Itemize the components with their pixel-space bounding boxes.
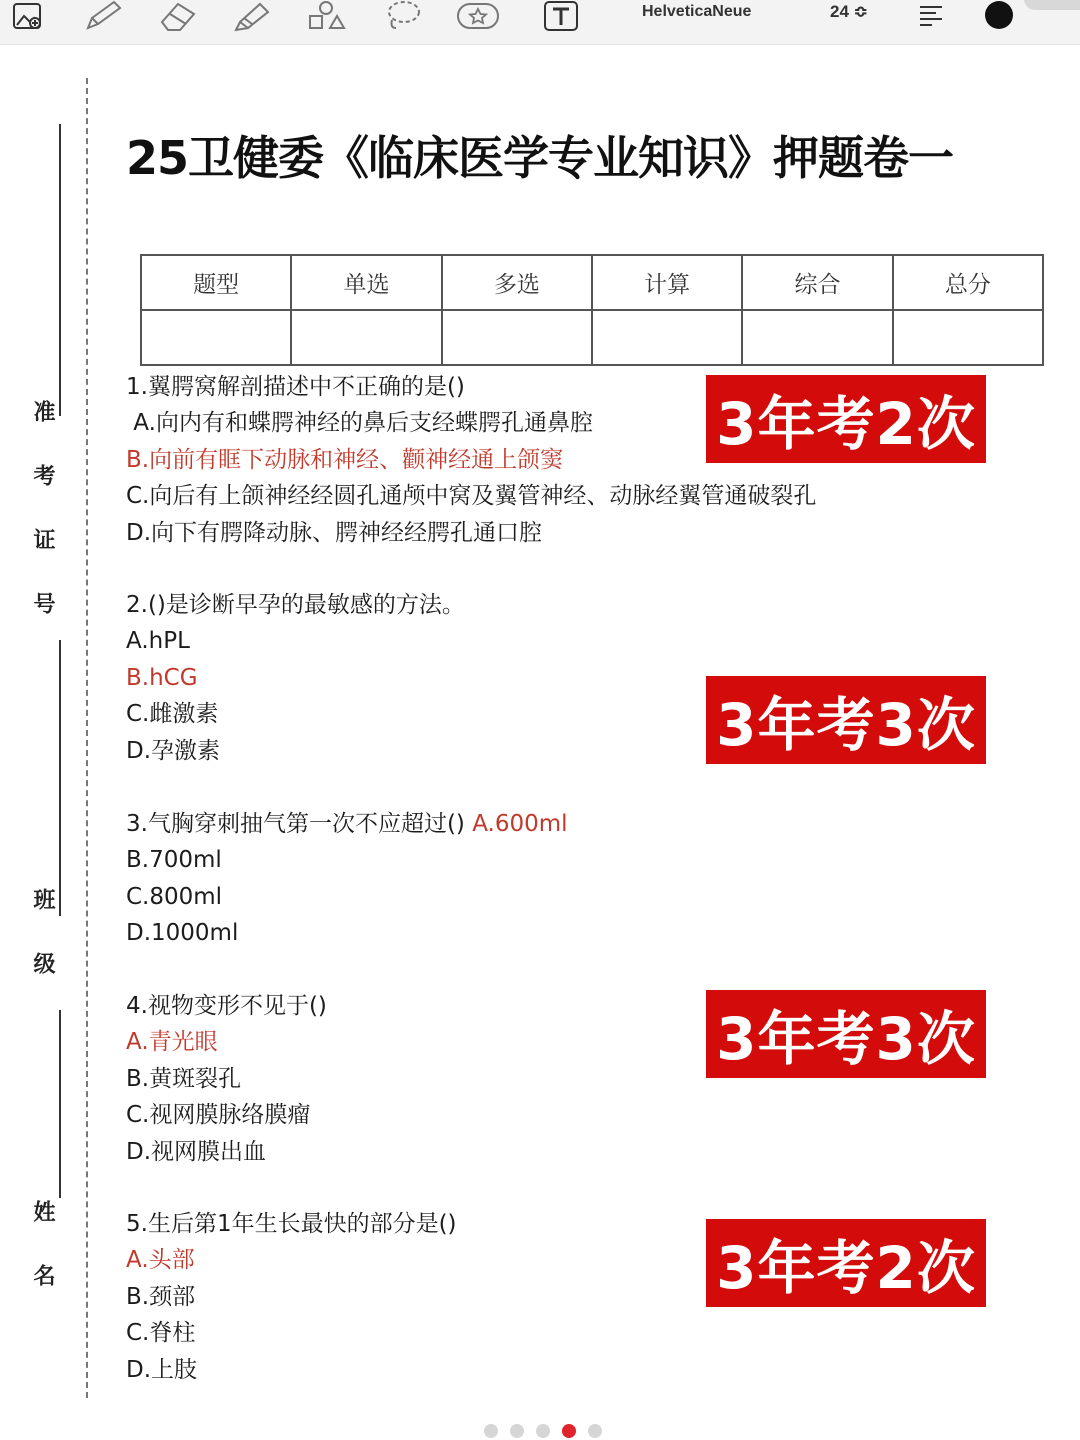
- text-tool-icon[interactable]: [542, 0, 580, 32]
- header-cell: 单选: [291, 255, 441, 310]
- option-a: A.hPL: [126, 628, 190, 655]
- color-picker[interactable]: [985, 1, 1013, 29]
- exam-id-label: 准考证号: [30, 400, 56, 656]
- question-stem: 3.气胸穿刺抽气第一次不应超过(): [126, 811, 465, 837]
- score-table-header-row: [141, 255, 1043, 310]
- score-cell: [893, 310, 1043, 365]
- eraser-icon[interactable]: [156, 0, 200, 32]
- header-cell: 计算: [592, 255, 742, 310]
- name-rule: [59, 1010, 61, 1198]
- header-cell: 题型: [141, 255, 291, 310]
- question-stem: 1.翼腭窝解剖描述中不正确的是(): [126, 374, 465, 400]
- option-b: B.黄斑裂孔: [126, 1065, 242, 1092]
- question-stem: 5.生后第1年生长最快的部分是(): [126, 1211, 457, 1237]
- binding-dashed-line: [86, 78, 88, 1398]
- question-stem-row: [126, 806, 568, 842]
- page-dot[interactable]: [588, 1424, 602, 1438]
- pen-icon[interactable]: [82, 0, 124, 32]
- frequency-badge: 3年考2次: [706, 375, 986, 463]
- header-cell: 综合: [742, 255, 892, 310]
- image-insert-icon[interactable]: [10, 0, 46, 32]
- option-d: D.向下有腭降动脉、腭神经经腭孔通口腔: [126, 519, 543, 546]
- option-b-answer: B.hCG: [126, 664, 198, 691]
- question-4: [126, 988, 327, 1170]
- option-a: A.向内有和蝶腭神经的鼻后支经蝶腭孔通鼻腔: [126, 410, 593, 437]
- question-stem: 2.()是诊断早孕的最敏感的方法。: [126, 592, 465, 618]
- score-cell: [742, 310, 892, 365]
- lasso-icon[interactable]: [382, 0, 424, 32]
- shapes-icon[interactable]: [306, 0, 348, 32]
- option-a-answer: A.头部: [126, 1247, 195, 1274]
- header-cell: 总分: [893, 255, 1043, 310]
- frequency-badge: 3年考2次: [706, 1219, 986, 1307]
- sticker-icon[interactable]: [454, 0, 502, 32]
- page-dot-active[interactable]: [562, 1424, 576, 1438]
- header-cell: 多选: [442, 255, 592, 310]
- score-table-value-row: [141, 310, 1043, 365]
- page-dot[interactable]: [510, 1424, 524, 1438]
- frequency-badge: 3年考3次: [706, 676, 986, 764]
- font-name-selector[interactable]: HelveticaNeue: [642, 3, 752, 20]
- option-a-answer: A.600ml: [472, 811, 568, 837]
- page-title: 25卫健委《临床医学专业知识》押题卷一: [126, 131, 954, 185]
- option-c: C.雌激素: [126, 701, 219, 728]
- toolbar-extra-button[interactable]: [1024, 0, 1080, 10]
- option-b: B.700ml: [126, 847, 222, 874]
- font-size-stepper[interactable]: 24 ≎: [830, 2, 868, 21]
- option-c: C.视网膜脉络膜瘤: [126, 1102, 311, 1129]
- class-rule: [59, 640, 61, 916]
- score-cell: [291, 310, 441, 365]
- option-a-answer: A.青光眼: [126, 1029, 218, 1056]
- highlighter-icon[interactable]: [232, 0, 274, 32]
- option-c: C.向后有上颌神经经圆孔通颅中窝及翼管神经、动脉经翼管通破裂孔: [126, 483, 817, 510]
- page-dot[interactable]: [484, 1424, 498, 1438]
- score-cell: [442, 310, 592, 365]
- question-stem: 4.视物变形不见于(): [126, 993, 327, 1019]
- annotation-toolbar: [0, 0, 1080, 45]
- option-d: D.1000ml: [126, 920, 239, 947]
- question-5: [126, 1206, 457, 1388]
- option-b: B.颈部: [126, 1283, 196, 1310]
- page-dot[interactable]: [536, 1424, 550, 1438]
- align-left-icon[interactable]: [916, 0, 946, 32]
- frequency-badge: 3年考3次: [706, 990, 986, 1078]
- question-2: [126, 587, 465, 769]
- name-label: 姓名: [30, 1200, 56, 1328]
- option-c: C.800ml: [126, 883, 223, 910]
- option-d: D.视网膜出血: [126, 1138, 267, 1165]
- id-number-rule: [59, 124, 61, 416]
- score-cell: [592, 310, 742, 365]
- question-3: [126, 806, 568, 952]
- class-label: 班级: [30, 888, 56, 1016]
- score-cell: [141, 310, 291, 365]
- score-table: [140, 254, 1044, 366]
- page-indicator[interactable]: [484, 1424, 602, 1438]
- option-c: C.脊柱: [126, 1320, 196, 1347]
- option-d: D.孕激素: [126, 737, 221, 764]
- option-d: D.上肢: [126, 1356, 198, 1383]
- option-b-answer: B.向前有眶下动脉和神经、颧神经通上颌窦: [126, 446, 564, 473]
